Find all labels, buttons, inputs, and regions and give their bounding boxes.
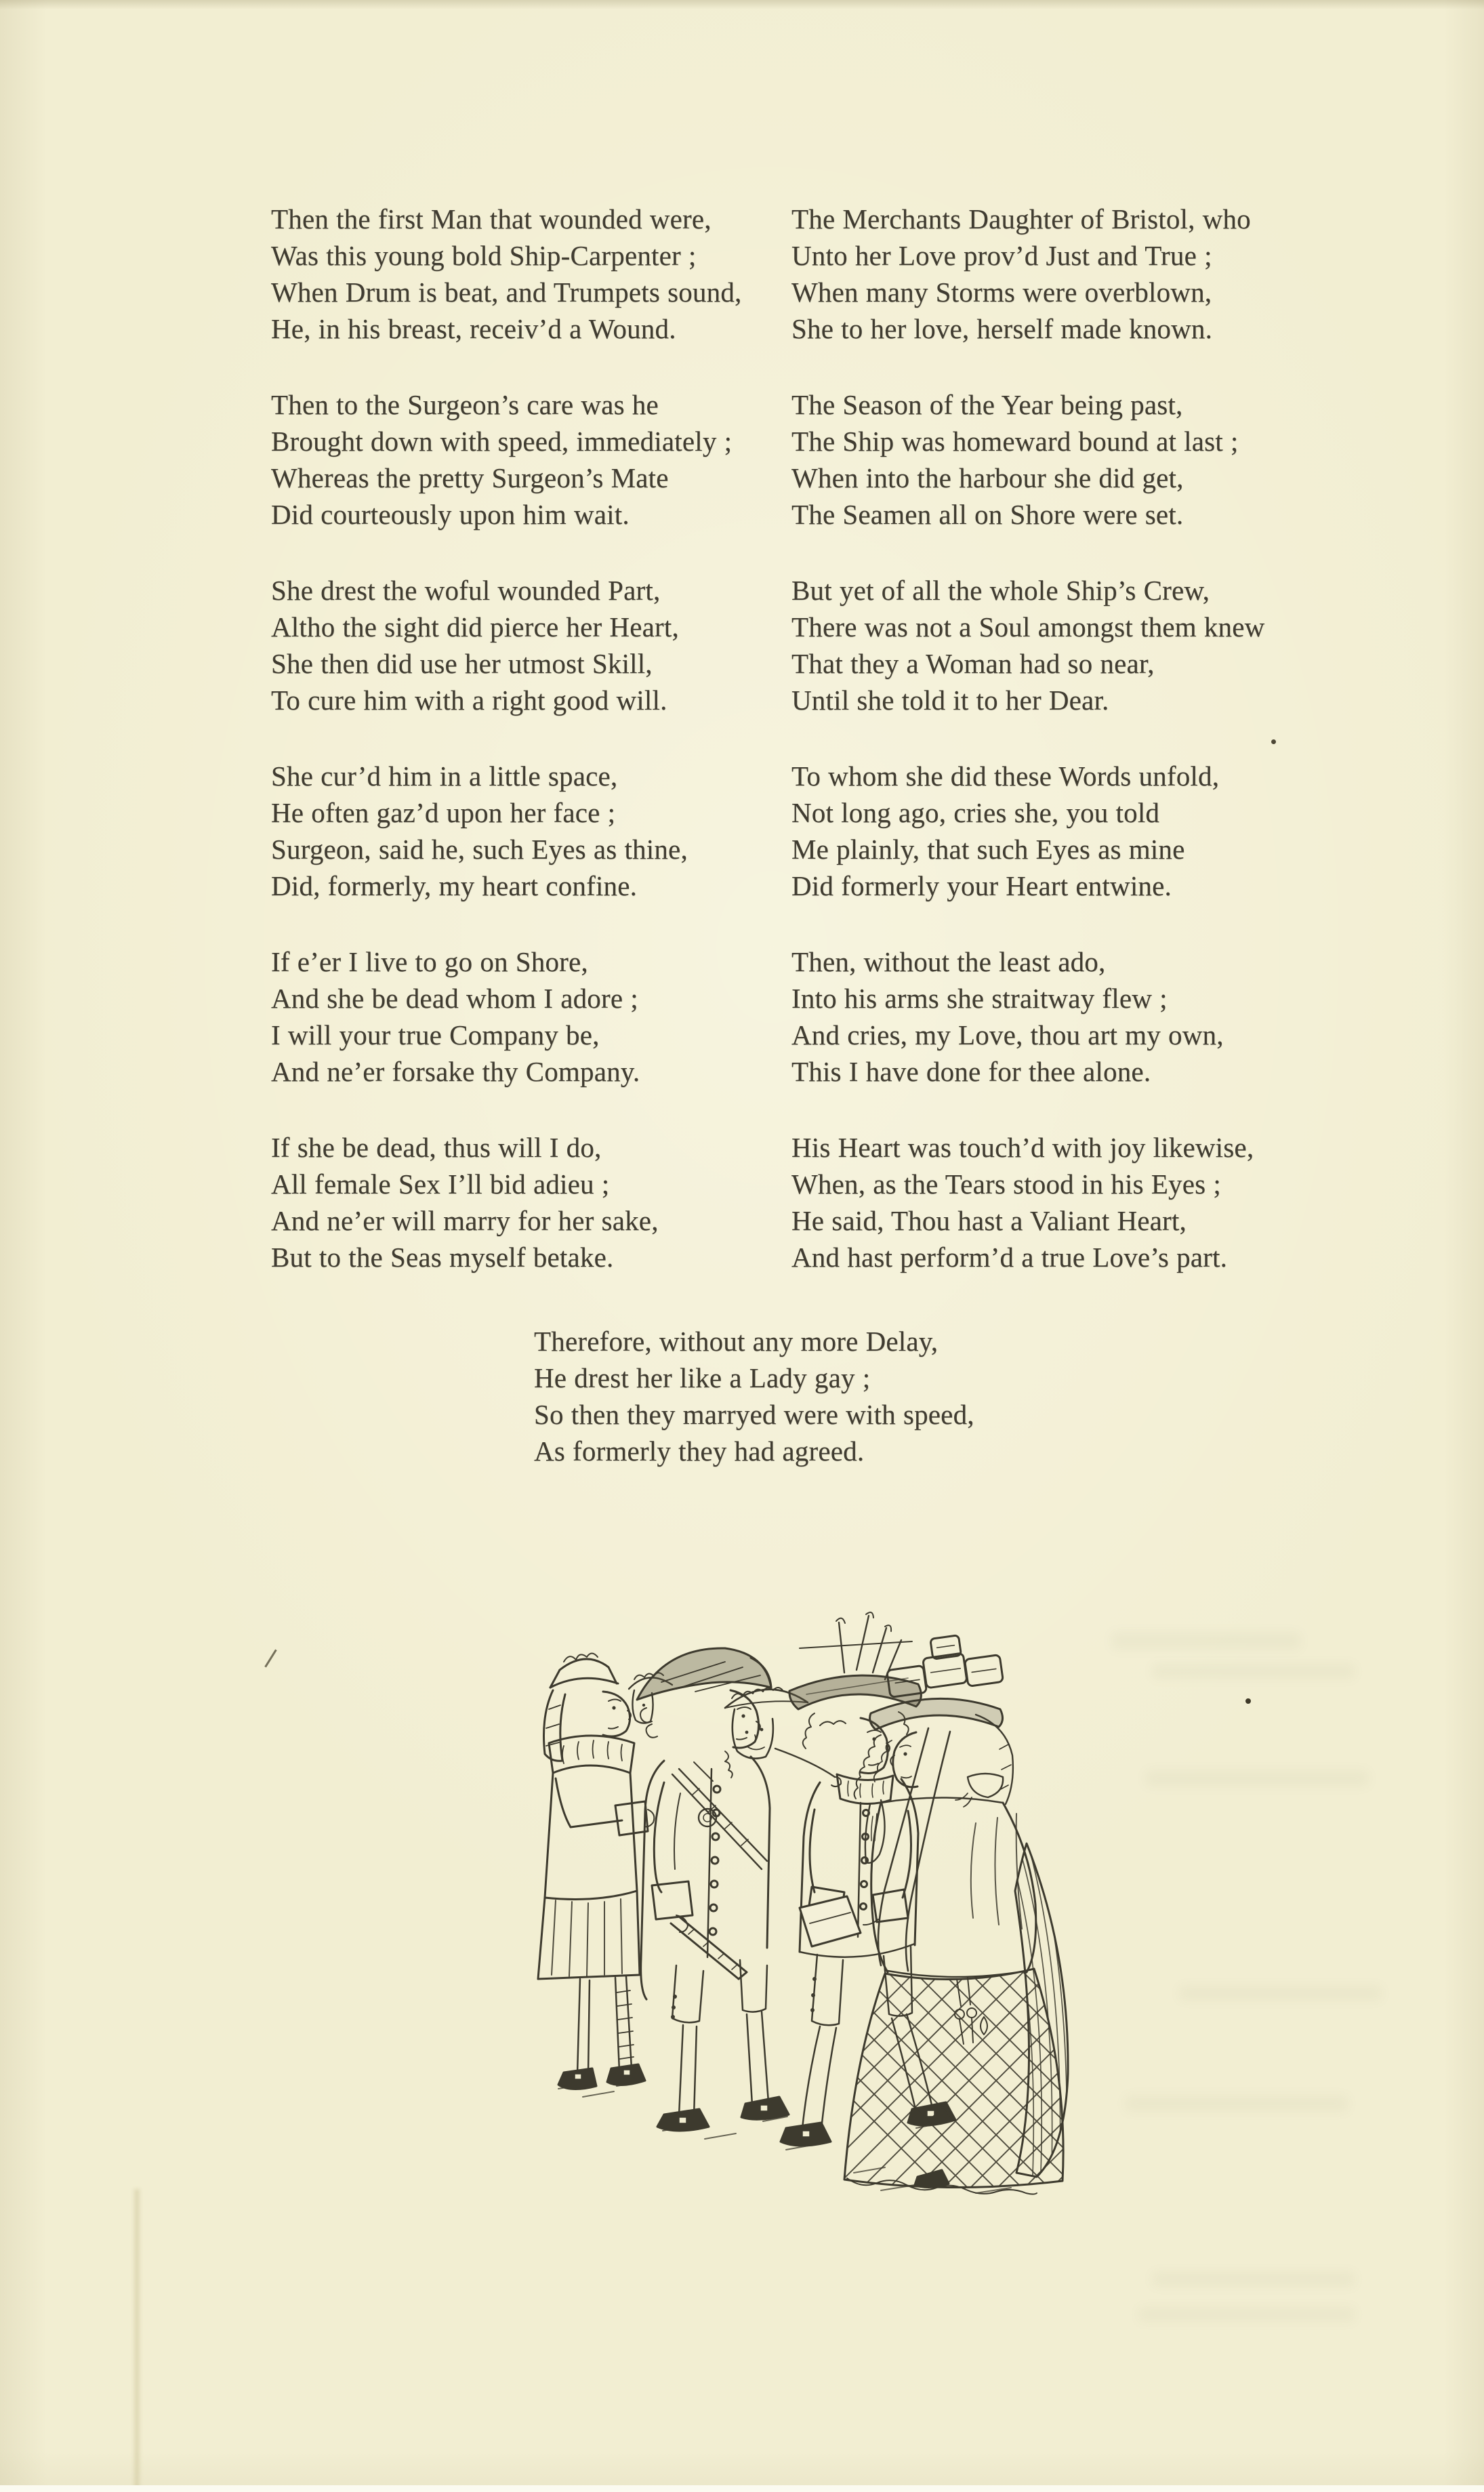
poem-stanza <box>271 758 786 904</box>
stray-pen-mark <box>264 1649 276 1667</box>
poem-line: And cries, my Love, thou art my own, <box>791 1019 1224 1050</box>
showthrough-smudge <box>1152 2272 1355 2287</box>
poem-line: Then to the Surgeon’s care was he <box>271 389 659 420</box>
showthrough-smudge <box>1125 2096 1348 2112</box>
showthrough-smudge <box>1152 1664 1355 1679</box>
poem-line: When Drum is beat, and Trumpets sound, <box>271 277 742 308</box>
poem-line: When many Storms were overblown, <box>791 277 1212 308</box>
poem-line: If e’er I live to go on Shore, <box>271 946 588 977</box>
poem-line: And ne’er will marry for her sake, <box>271 1205 659 1236</box>
poem-line: Not long ago, cries she, you told <box>791 797 1160 828</box>
poem-line: The Ship was homeward bound at last ; <box>791 426 1239 457</box>
poem-line: Me plainly, that such Eyes as mine <box>791 834 1185 865</box>
poem-line: That they a Woman had so near, <box>791 648 1155 679</box>
poem-line: He, in his breast, receiv’d a Wound. <box>271 313 676 344</box>
poem-line: The Season of the Year being past, <box>791 389 1183 420</box>
paper-crease <box>133 2189 141 2492</box>
poem-line: I will your true Company be, <box>271 1019 600 1050</box>
poem-line: Whereas the pretty Surgeon’s Mate <box>271 462 669 493</box>
showthrough-smudge <box>1138 2307 1355 2322</box>
poem-line: If she be dead, thus will I do, <box>271 1132 602 1163</box>
poem-line: When, as the Tears stood in his Eyes ; <box>791 1168 1221 1200</box>
poem-line: He often gaz’d upon her face ; <box>271 797 616 828</box>
poem-line: So then they marryed were with speed, <box>534 1399 974 1430</box>
poem-line: Was this young bold Ship-Carpenter ; <box>271 240 697 271</box>
figure-man-tricorn-cane <box>637 1648 789 2131</box>
poem-line: He said, Thou hast a Valiant Heart, <box>791 1205 1187 1236</box>
poem-line: To cure him with a right good will. <box>271 685 667 716</box>
poem-line: But yet of all the whole Ship’s Crew, <box>791 575 1210 606</box>
poem-column-right <box>791 201 1354 1315</box>
poem-line: Then, without the least ado, <box>791 946 1106 977</box>
poem-line: The Seamen all on Shore were set. <box>791 499 1184 530</box>
poem-line: He drest her like a Lady gay ; <box>534 1362 871 1393</box>
poem-column-left <box>271 201 786 1315</box>
paper-speck <box>1245 1698 1251 1704</box>
poem-line: There was not a Soul amongst them knew <box>791 611 1265 642</box>
poem-line: She then did use her utmost Skill, <box>271 648 653 679</box>
poem-stanza <box>791 386 1354 533</box>
poem-stanza <box>271 201 786 347</box>
showthrough-smudge <box>1145 1770 1369 1786</box>
figure-man-fur-collar <box>538 1654 654 2089</box>
poem-final-stanza <box>534 1323 974 1469</box>
poem-line: Brought down with speed, immediately ; <box>271 426 733 457</box>
poem-line: To whom she did these Words unfold, <box>791 760 1220 792</box>
poem-line: She to her love, herself made known. <box>791 313 1213 344</box>
showthrough-smudge <box>1179 1986 1382 2001</box>
poem-line: All female Sex I’ll bid adieu ; <box>271 1168 610 1200</box>
poem-line: Therefore, without any more Delay, <box>534 1326 939 1357</box>
woodcut-illustration <box>501 1599 1074 2199</box>
poem-line: But to the Seas myself betake. <box>271 1242 614 1273</box>
poem-line: Until she told it to her Dear. <box>791 685 1109 716</box>
poem-stanza <box>271 572 786 718</box>
poem-line: Unto her Love prov’d Just and True ; <box>791 240 1212 271</box>
poem-stanza <box>791 201 1354 347</box>
poem-line: This I have done for thee alone. <box>791 1056 1151 1087</box>
poem-line: Did courteously upon him wait. <box>271 499 630 530</box>
poem-line: She cur’d him in a little space, <box>271 760 618 792</box>
poem-line: Altho the sight did pierce her Heart, <box>271 611 679 642</box>
poem-line: As formerly they had agreed. <box>534 1435 865 1467</box>
showthrough-smudge <box>1111 1632 1301 1650</box>
poem-line: She drest the woful wounded Part, <box>271 575 661 606</box>
poem-line: Surgeon, said he, such Eyes as thine, <box>271 834 688 865</box>
poem-stanza <box>271 1129 786 1275</box>
poem-stanza <box>791 572 1354 718</box>
poem-stanza <box>791 758 1354 904</box>
poem-line: Then the first Man that wounded were, <box>271 203 712 234</box>
poem-stanza <box>791 1129 1354 1275</box>
poem-line: The Merchants Daughter of Bristol, who <box>791 203 1251 234</box>
poem-line: And she be dead whom I adore ; <box>271 983 638 1014</box>
poem-stanza <box>271 386 786 533</box>
poem-line: Did, formerly, my heart confine. <box>271 870 638 901</box>
poem-stanza <box>791 943 1354 1090</box>
poem-line: Did formerly your Heart entwine. <box>791 870 1172 901</box>
figure-arm-on-shoulder <box>775 1749 841 1786</box>
paper-speck <box>1271 739 1276 744</box>
poem-line: His Heart was touch’d with joy likewise, <box>791 1132 1254 1163</box>
scan-edge-strip <box>0 2485 1484 2492</box>
poem-stanza <box>271 943 786 1090</box>
poem-line: And hast perform’d a true Love’s part. <box>791 1242 1228 1273</box>
poem-line: And ne’er forsake thy Company. <box>271 1056 640 1087</box>
poem-line: Into his arms she straitway flew ; <box>791 983 1168 1014</box>
poem-line: When into the harbour she did get, <box>791 462 1184 493</box>
